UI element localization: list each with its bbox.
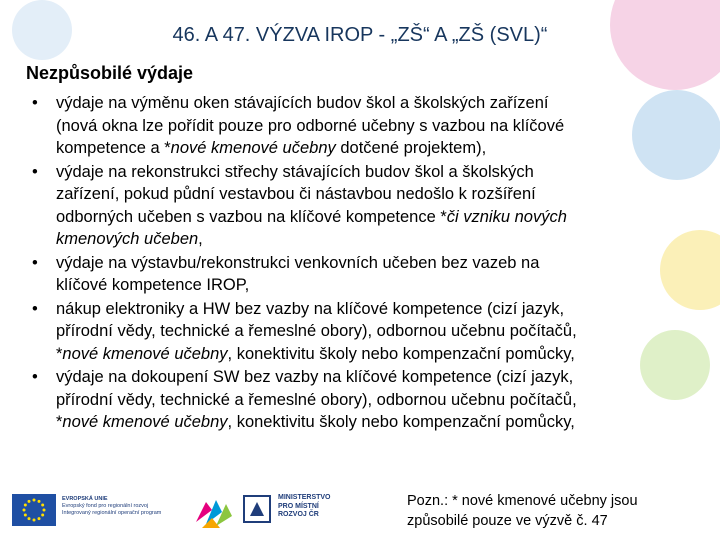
ministry-emblem-icon — [242, 494, 272, 524]
bullet-text-italic: kmenových učeben — [56, 230, 199, 248]
bullet-text: , konektivitu školy nebo kompenzační pomůcky, — [227, 344, 575, 363]
bullet-item — [26, 92, 696, 160]
eu-star — [38, 517, 41, 520]
bullet-text: , — [198, 230, 203, 248]
bullet-line — [56, 206, 696, 229]
bullet-line — [56, 183, 696, 206]
bullet-line — [56, 228, 696, 251]
bullet-text-italic: nové kmenové učebny — [170, 139, 336, 157]
bullet-text: nákup elektroniky a HW bez vazby na klíčové kompetence (cizí jazyk, — [56, 299, 565, 318]
slide-subtitle: Nezpůsobilé výdaje — [26, 63, 194, 83]
bullet-item — [26, 298, 696, 366]
eu-star — [38, 500, 41, 503]
bullet-line — [56, 115, 696, 138]
bullet-text-italic: či vzniku nových — [446, 207, 567, 226]
bullet-line — [56, 252, 696, 275]
bullet-text: dotčené projektem), — [335, 139, 487, 157]
bullet-line — [56, 298, 696, 321]
eu-star — [23, 509, 26, 512]
bullet-text: * — [56, 413, 63, 431]
ministry-line-2: PRO MÍSTNÍ — [278, 502, 319, 510]
bullet-mark: • — [32, 94, 38, 112]
bullet-mark: • — [32, 162, 38, 181]
ministry-line-3: ROZVOJ ČR — [278, 511, 319, 518]
ministry-line-1: MINISTERSTVO — [278, 494, 331, 501]
bullet-line — [56, 274, 696, 297]
footnote — [407, 491, 707, 531]
bullet-text: přírodní vědy, technické a řemeslné obory), odbornou učebnu počítačů, — [56, 322, 577, 340]
footnote-line-1: Pozn.: * nové kmenové učebny jsou — [407, 493, 638, 509]
bullet-line — [56, 366, 696, 389]
eu-star — [43, 509, 46, 512]
eu-star — [28, 517, 31, 520]
bullet-text: přírodní vědy, technické a řemeslné obory), odbornou učebnu počítačů, — [56, 390, 577, 409]
ministry-logo-text — [278, 494, 331, 520]
eu-flag-icon — [12, 494, 56, 526]
bullet-list — [26, 92, 696, 435]
bullet-text: , konektivitu školy nebo kompenzační pomůcky, — [227, 413, 575, 431]
eu-logo-text — [62, 496, 182, 517]
bullet-text: (nová okna lze pořídit pouze pro odborné učebny s vazbou na klíčové — [56, 116, 565, 135]
bullet-mark: • — [32, 253, 38, 272]
eu-star — [24, 504, 27, 507]
eu-line-2: Evropský fond pro regionální rozvoj — [62, 503, 149, 509]
bullet-item — [26, 252, 696, 297]
bullet-text-italic: nové kmenové učebny — [62, 413, 228, 431]
eu-star — [41, 504, 44, 507]
bullet-line — [56, 389, 696, 412]
eu-star — [33, 519, 36, 522]
bullet-item — [26, 366, 696, 434]
bullet-text: výdaje na rekonstrukci střechy stávajících budov škol a školských — [56, 162, 534, 181]
bullet-text-italic: nové kmenové učebny — [62, 344, 228, 363]
bullet-text: výdaje na výstavbu/rekonstrukci venkovních učeben bez vazeb na — [56, 253, 540, 272]
bullet-line — [56, 411, 696, 434]
bullet-mark: • — [32, 299, 38, 318]
eu-star — [33, 499, 36, 502]
bullet-line — [56, 137, 696, 160]
bullet-text: výdaje na výměnu oken stávajících budov škol a školských zařízení — [56, 94, 549, 112]
bullet-mark: • — [32, 368, 38, 386]
bullet-text: výdaje na dokoupení SW bez vazby na klíčové kompetence (cizí jazyk, — [56, 368, 574, 386]
bullet-line — [56, 161, 696, 184]
bullet-line — [56, 343, 696, 366]
slide-title: 46. A 47. VÝZVA IROP - „ZŠ“ A „ZŠ (SVL)“ — [172, 24, 548, 46]
footer — [0, 490, 720, 540]
footnote-line-2: způsobilé pouze ve výzvě č. 47 — [407, 513, 608, 529]
bullet-line — [56, 320, 696, 343]
eu-star — [28, 500, 31, 503]
eu-line-1: EVROPSKÁ UNIE — [62, 496, 108, 502]
eu-line-3: Integrovaný regionální operační program — [62, 510, 162, 516]
eu-star — [41, 514, 44, 517]
bullet-line — [56, 92, 696, 115]
bullet-text: zařízení, pokud půdní vestavbou či nástavbou nedošlo k rozšíření — [56, 185, 536, 203]
eu-star — [24, 514, 27, 517]
bullet-text: * — [56, 344, 63, 363]
mmr-arrows-icon — [192, 492, 236, 532]
bullet-text: kompetence a * — [56, 139, 171, 157]
bullet-text: odborných učeben s vazbou na klíčové kompetence * — [56, 207, 447, 226]
bullet-text: klíčové kompetence IROP, — [56, 276, 250, 294]
bullet-item — [26, 161, 696, 251]
